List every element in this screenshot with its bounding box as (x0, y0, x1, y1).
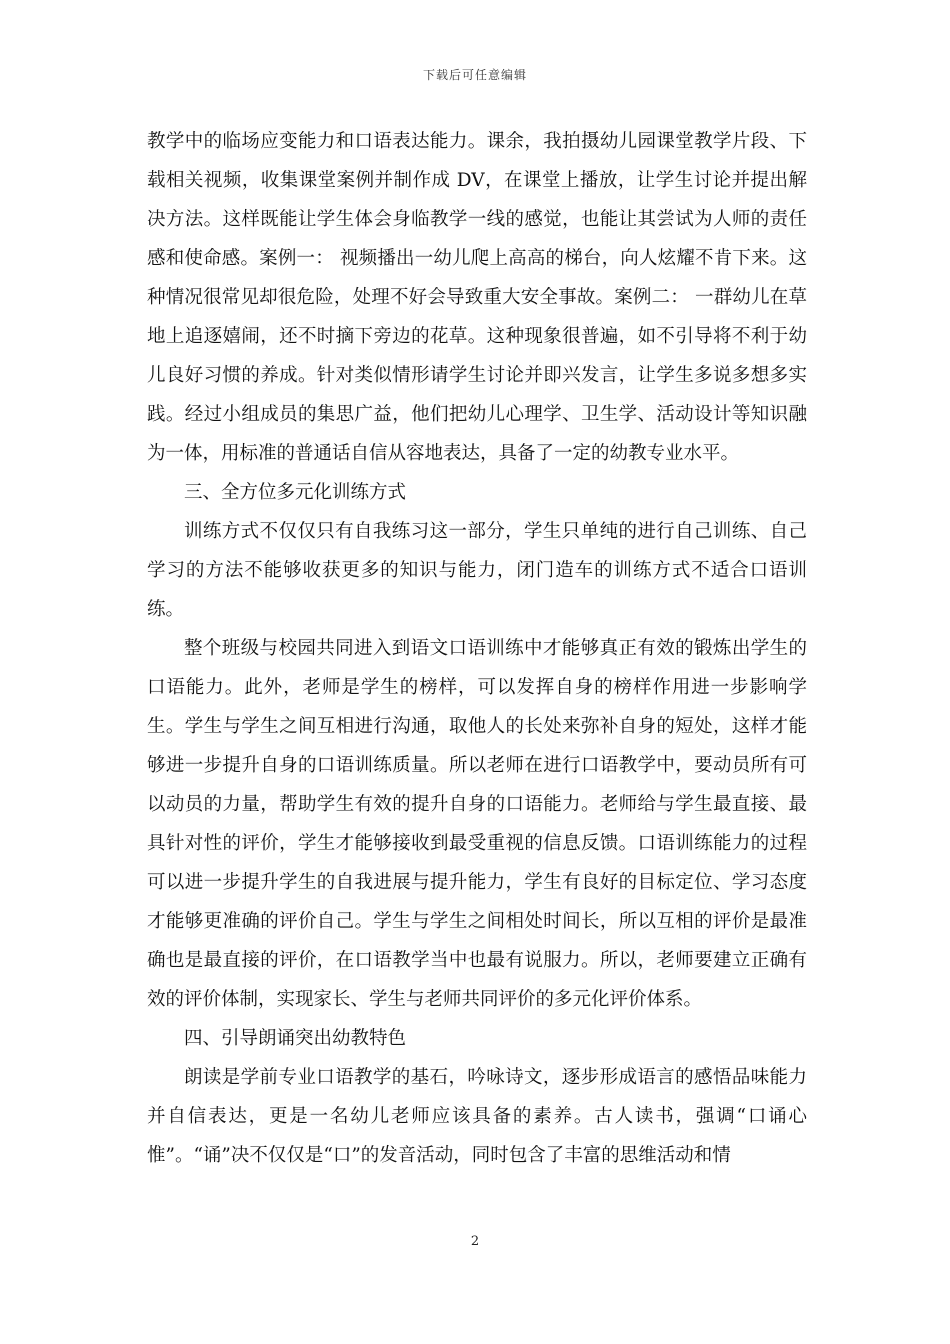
page-number: 2 (470, 1234, 480, 1249)
paragraph-continued: 教学中的临场应变能力和口语表达能力。课余，我拍摄幼儿园课堂教学片段、下载相关视频，收集课堂案例并制作成 DV，在课堂上播放，让学生讨论并提出解决方法。这样既能让学生体会身临教学一线的感觉，也能让其尝试为人师的责任感和使命感。案例一： 视频播出一幼儿爬上高高的梯台，向人炫耀不肯下来。这种情况很常见却很危险，处理不好会导致重大安全事故。案例二： 一群幼儿在草地上追逐嬉闹，还不时摘下旁边的花草。这种现象很普遍，如不引导将不利于幼儿良好习惯的养成。针对类似情形请学生讨论并即兴发言，让学生多说多想多实践。经过小组成员的集思广益，他们把幼儿心理学、卫生学、活动设计等知识融为一体，用标准的普通话自信从容地表达，具备了一定的幼教专业水平。 (147, 131, 807, 464)
section-heading-4: 四、引导朗诵突出幼教特色 (184, 1028, 407, 1049)
document-body (147, 122, 807, 1175)
paragraph: 训练方式不仅仅只有自我练习这一部分，学生只单纯的进行自己训练、自己学习的方法不能够收获更多的知识与能力，闭门造车的训练方式不适合口语训练。 (147, 521, 807, 620)
paragraph: 整个班级与校园共同进入到语文口语训练中才能够真正有效的锻炼出学生的口语能力。此外，老师是学生的榜样，可以发挥自身的榜样作用进一步影响学生。学生与学生之间互相进行沟通，取他人的长处来弥补自身的短处，这样才能够进一步提升自身的口语训练质量。所以老师在进行口语教学中，要动员所有可以动员的力量，帮助学生有效的提升自身的口语能力。老师给与学生最直接、最具针对性的评价，学生才能够接收到最受重视的信息反馈。口语训练能力的过程可以进一步提升学生的自我进展与提升能力，学生有良好的目标定位、学习态度才能够更准确的评价自己。学生与学生之间相处时间长，所以互相的评价是最准确也是最直接的评价，在口语教学当中也最有说服力。所以，老师要建立正确有效的评价体制，实现家长、学生与老师共同评价的多元化评价体系。 (147, 638, 807, 1010)
paragraph: 朗读是学前专业口语教学的基石，吟咏诗文，逐步形成语言的感悟品味能力并自信表达，更是一名幼儿老师应该具备的素养。古人读书，强调“口诵心惟”。“诵”决不仅仅是“口”的发音活动，同时包含了丰富的思维活动和情 (147, 1067, 807, 1166)
section-heading-3: 三、全方位多元化训练方式 (184, 482, 407, 503)
page-header: 下载后可任意编辑 (422, 68, 527, 82)
